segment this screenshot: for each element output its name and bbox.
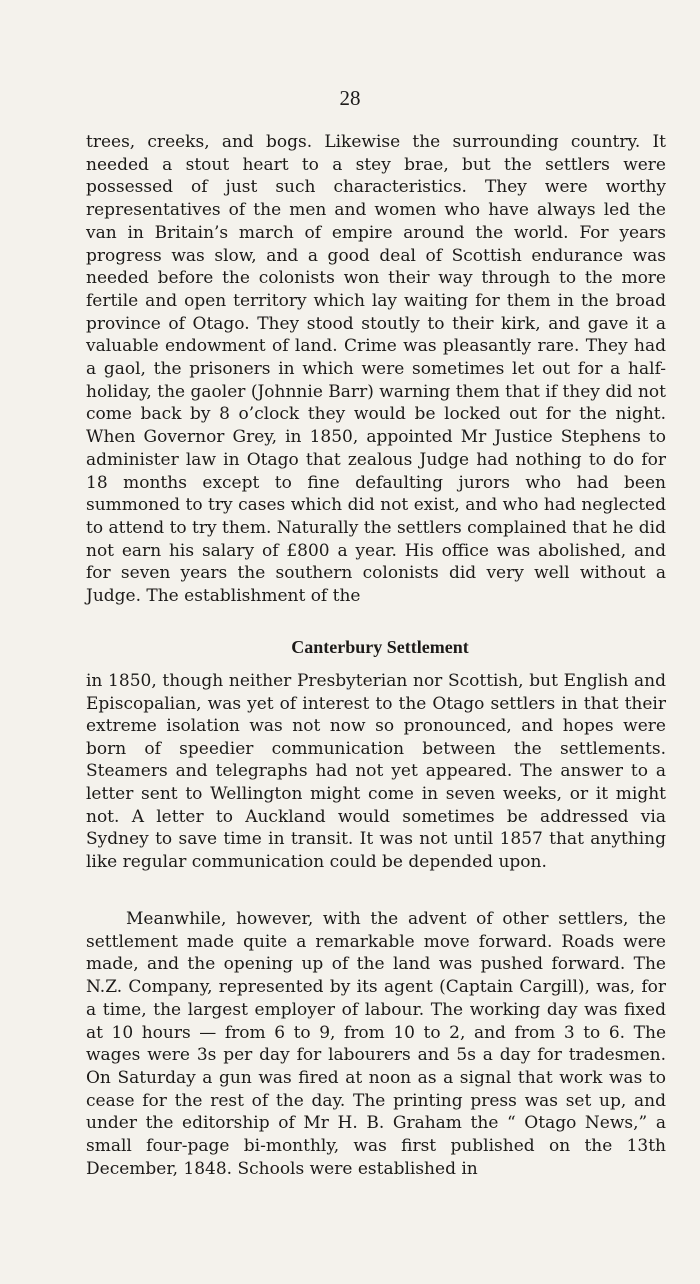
body-paragraph-3: Meanwhile, however, with the advent of other settlers, the settlement made quite a remarkable move forward. Roads were made, and the opening up of the land was pushed forward. The N.Z. Company, represented by its agent (Captain Cargill), was, for a time, the largest employer of labour. The working day was fixed at 10 hours — from 6 to 9, from 10 to 2, and from 3 to 6. The wages were 3s per day for labourers and 5s a day for tradesmen. On Saturday a gun was fired at noon as a signal that work was to cease for the rest of the day. The printing press was set up, and under the editorship of Mr H. B. Graham the “ Otago News,” a small four-page bi-monthly, was first published on the 13th December, 1848. Schools were established in	[86, 909, 666, 1179]
section-heading: Canterbury Settlement	[291, 637, 469, 657]
body-paragraph-1: trees, creeks, and bogs. Likewise the surrounding country. It needed a stout heart to a stey brae, but the settlers were possessed of just such characteristics. They were worthy representatives of the men and women who have always led the van in Britain’s march of empire around the world. For years progress was slow, and a good deal of Scottish endurance was needed before the colonists won their way through to the more fertile and open territory which lay waiting for them in the broad province of Otago. They stood stoutly to their kirk, and gave it a valuable endowment of land. Crime was pleasantly rare. They had a gaol, the prisoners in which were sometimes let out for a half-holiday, the gaoler (Johnnie Barr) warning them that if they did not come back by 8 o’clock they would be locked out for the night. When Governor Grey, in 1850, appointed Mr Justice Stephens to administer law in Otago that zealous Judge had nothing to do for 18 months except to fine defaulting jurors who had been summoned to try cases which did not exist, and who had neglected to attend to try them. Naturally the settlers complained that he did not earn his salary of £800 a year. His office was abolished, and for seven years the southern colonists did very well without a Judge. The establishment of the	[86, 132, 666, 607]
body-paragraph-2: in 1850, though neither Presbyterian nor Scottish, but English and Episcopalian, was yet of interest to the Otago settlers in that their extreme isolation was not now so pronounced, and hopes were born of speedier communication between the settlements. Steamers and telegraphs had not yet appeared. The answer to a letter sent to Wellington might come in seven weeks, or it might not. A letter to Auckland would sometimes be addressed via Sydney to save time in transit. It was not until 1857 that anything like regular communication could be depended upon.	[86, 671, 666, 872]
page-number: 28	[339, 86, 361, 110]
